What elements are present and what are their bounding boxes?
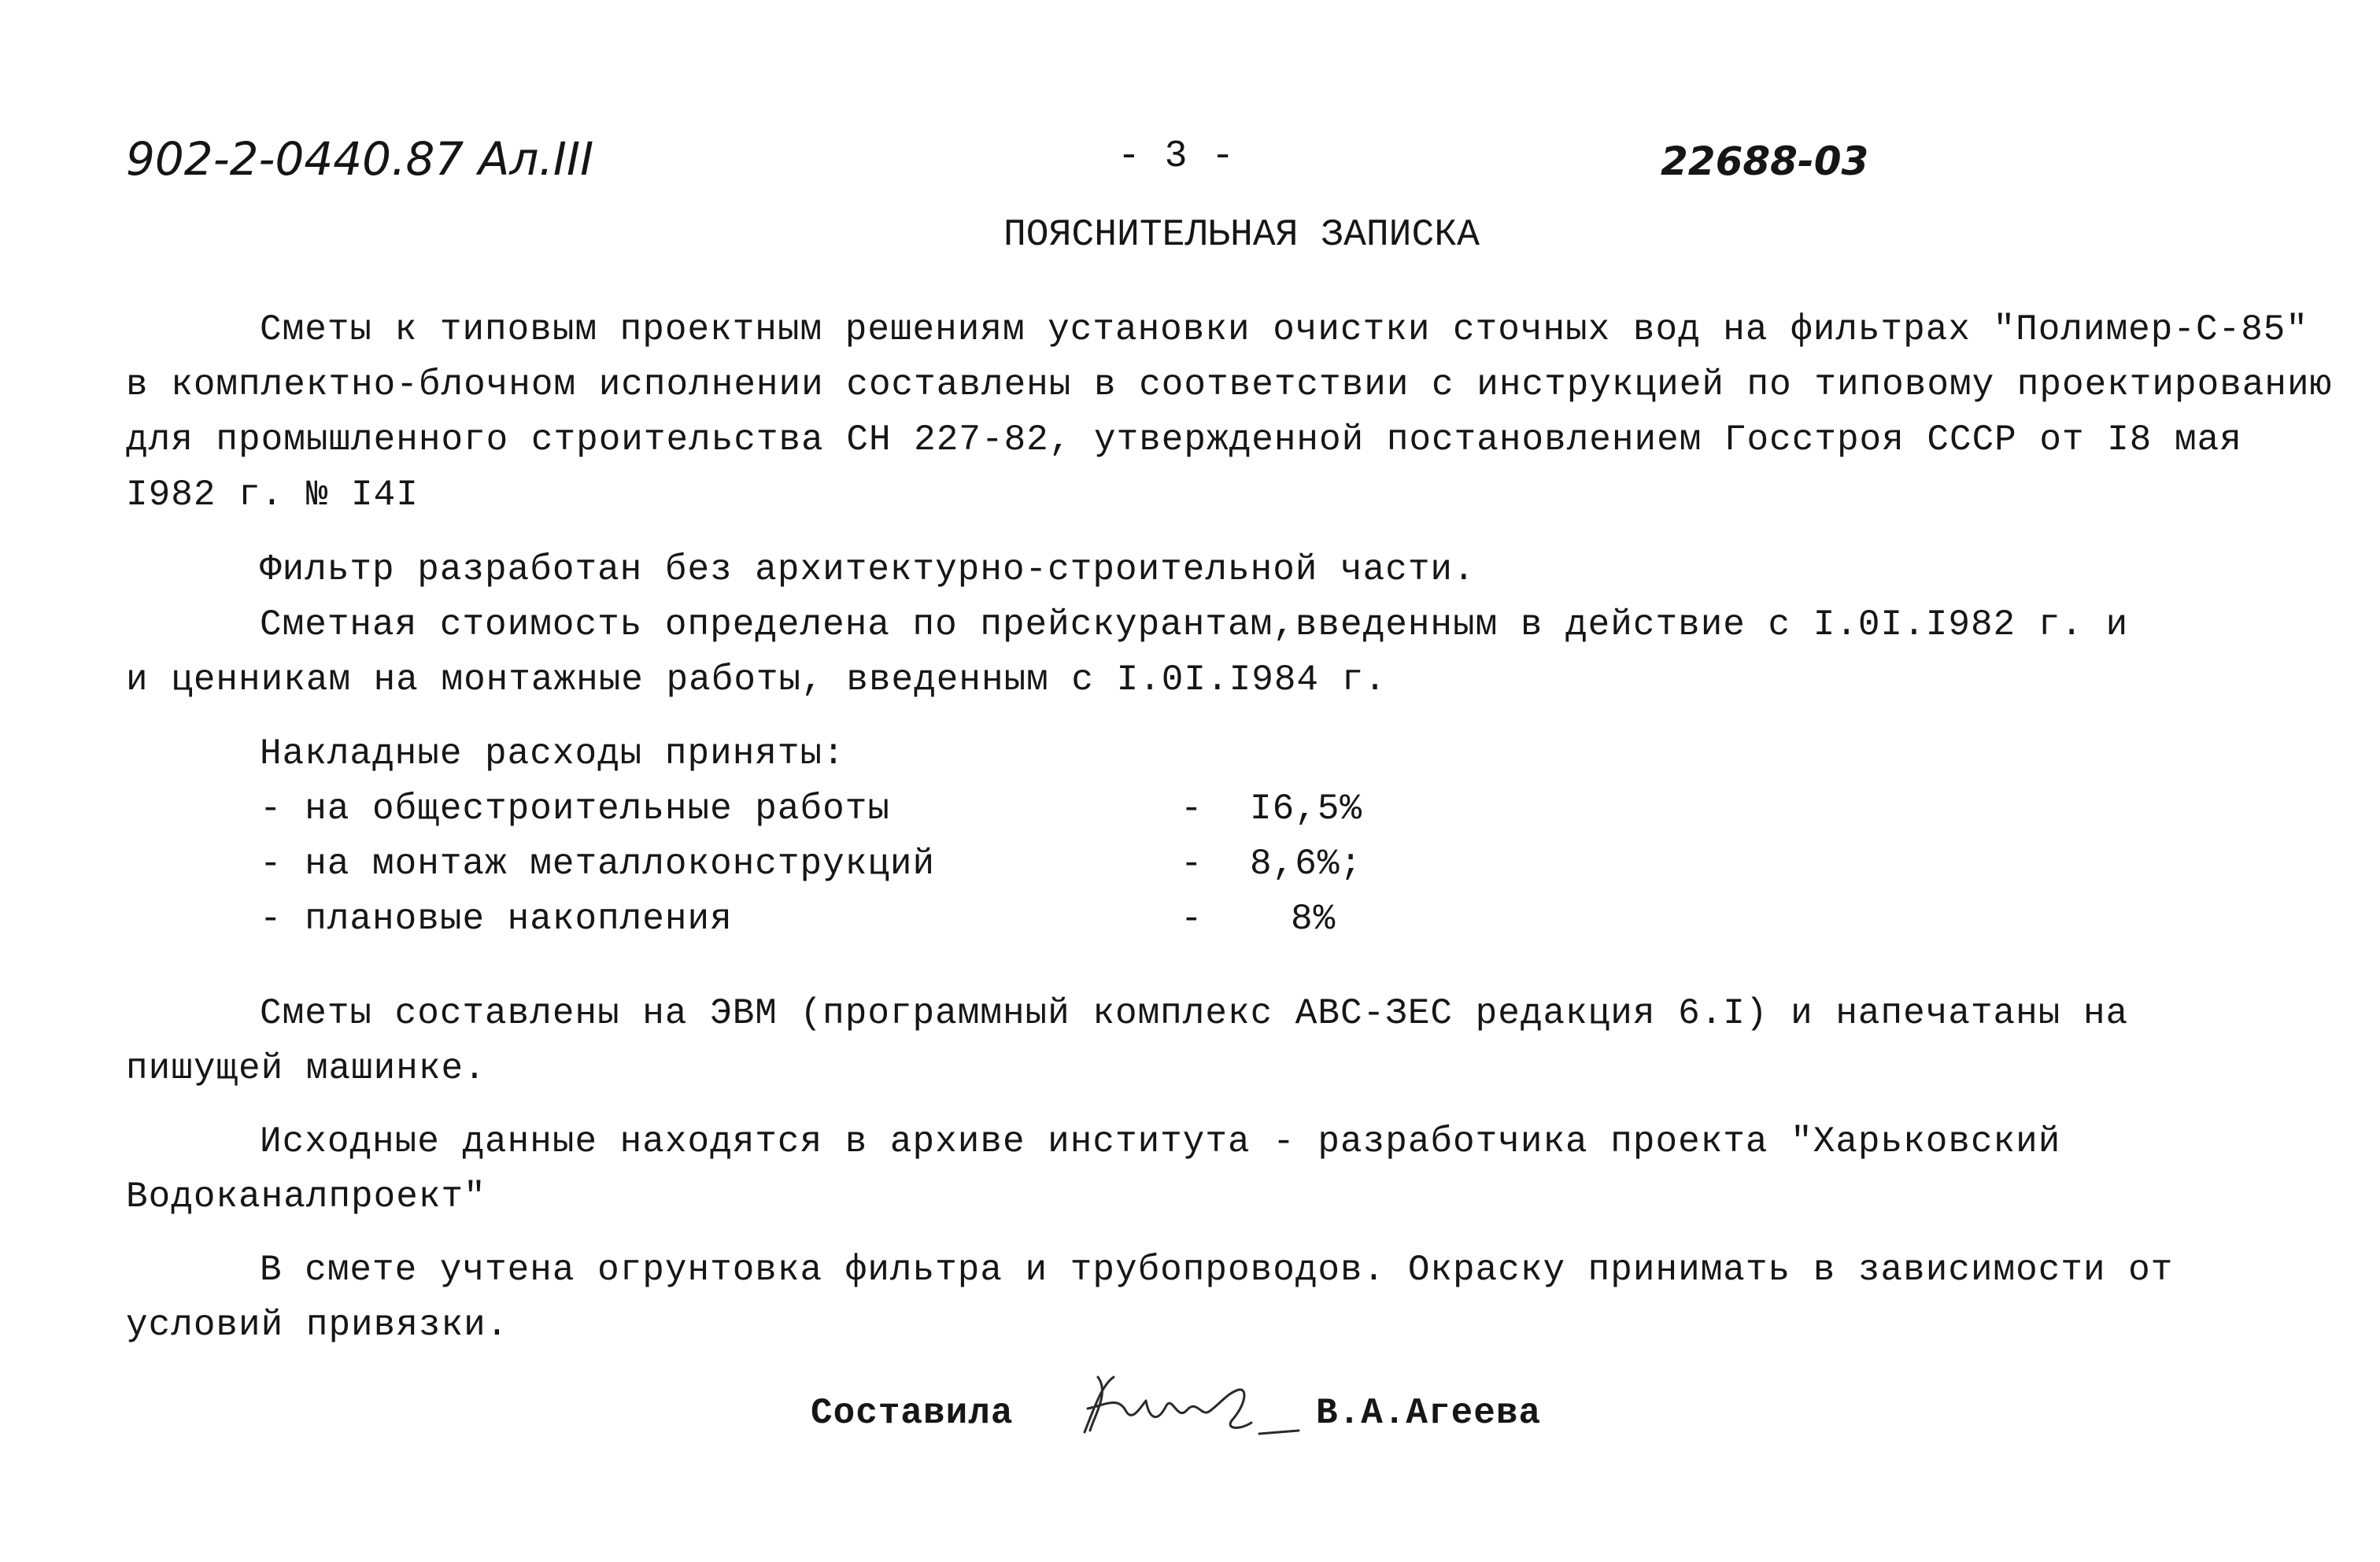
paragraph-line: и ценникам на монтажные работы, введенным с I.0I.I984 г. [126, 659, 1387, 700]
overhead-item-value: 8,6%; [1250, 844, 1363, 884]
signature-label: Составила [811, 1393, 1014, 1434]
overhead-heading: Накладные расходы приняты: [260, 733, 845, 774]
overhead-item-dash: - [1181, 788, 1203, 829]
doc-number: 22688-03 [1661, 138, 1869, 184]
paragraph-line: для промышленного строительства СН 227-82, утвержденной постановлением Госстроя СССР от I8 мая [126, 419, 2242, 460]
paragraph-line: Фильтр разработан без архитектурно-строительной части. [260, 549, 1476, 590]
paragraph-line: Сметная стоимость определена по прейскурантам,введенным в действие с I.0I.I982 г. и [260, 604, 2129, 645]
overhead-item-dash: - [1181, 844, 1203, 884]
paragraph-line: Водоканалпроект" [126, 1176, 486, 1217]
paragraph-line: условий привязки. [126, 1305, 509, 1346]
paragraph-line: в комплектно-блочном исполнении составлены в соответствии с инструкцией по типовому проектированию [126, 364, 2333, 405]
overhead-item-value: I6,5% [1250, 788, 1363, 829]
paragraph-line: В смете учтена огрунтовка фильтра и трубопроводов. Окраску принимать в зависимости от [260, 1250, 2174, 1291]
signatory-name: В.А.Агеева [1316, 1393, 1542, 1434]
paragraph-line: I982 г. № I4I [126, 475, 419, 515]
paragraph-line: Исходные данные находятся в архиве института - разработчика проекта "Харьковский [260, 1121, 2061, 1162]
overhead-item-dash: - [1181, 899, 1203, 940]
page-number: - 3 - [1118, 135, 1236, 178]
handwritten-signature-icon [1070, 1361, 1322, 1448]
paragraph-line: Сметы к типовым проектным решениям установки очистки сточных вод на фильтрах "Полимер-С-85" [260, 309, 2309, 350]
overhead-item-value: 8% [1291, 899, 1336, 940]
paragraph-line: пишущей машинке. [126, 1048, 486, 1089]
doc-code: 902-2-0440.87 Ал.III [126, 132, 594, 186]
page-title: ПОЯСНИТЕЛЬНАЯ ЗАПИСКА [1003, 214, 1480, 257]
paragraph-line: Сметы составлены на ЭВМ (программный комплекс АВС-ЗЕС редакция 6.I) и напечатаны на [260, 993, 2129, 1034]
overhead-item-label: - плановые накопления [260, 899, 733, 940]
overhead-item-label: - на монтаж металлоконструкций [260, 844, 936, 884]
overhead-item-label: - на общестроительные работы [260, 788, 890, 829]
